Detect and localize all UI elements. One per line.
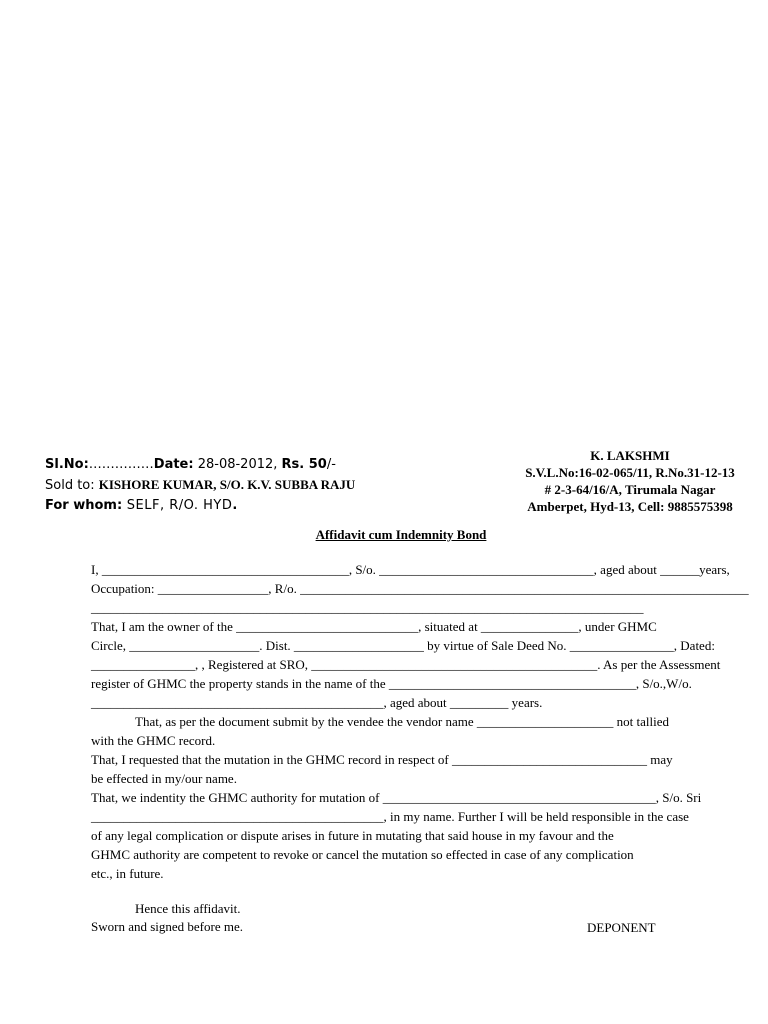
body-line: That, as per the document submit by the vendee the vendor name _____________________ not tallied <box>135 714 669 729</box>
for-whom-label: For whom: <box>45 498 123 513</box>
body-line: I, ______________________________________, S/o. _________________________________, aged about ______years, <box>91 562 730 577</box>
body-line: Circle, ____________________. Dist. ____________________ by virtue of Sale Deed No. ________________, Dated: <box>91 638 715 653</box>
deponent-label: DEPONENT <box>587 920 656 935</box>
paragraph-gap <box>91 883 723 901</box>
sworn-line: Sworn and signed before me. <box>91 919 243 934</box>
body-line: register of GHMC the property stands in the name of the ______________________________________, S/o.,W/o. <box>91 676 692 691</box>
for-whom-end: . <box>232 498 238 513</box>
stamp-value-label: Rs. 50 <box>281 457 327 472</box>
body-line: of any legal complication or dispute arises in future in mutating that said house in my favour and the <box>91 828 614 843</box>
date-label: Date: <box>153 457 194 472</box>
body-line: Occupation: _________________, R/o. _____________________________________________________________________ <box>91 581 749 596</box>
vendor-address-line-2: Amberpet, Hyd-13, Cell: 9885575398 <box>527 499 733 514</box>
closing-line: Hence this affidavit. <box>135 901 241 916</box>
body-line: ________________, , Registered at SRO, ____________________________________________. As per the Assessment <box>91 657 721 672</box>
stamp-details <box>45 455 375 516</box>
sold-to-row <box>45 475 375 496</box>
body-line: with the GHMC record. <box>91 733 216 748</box>
stamp-vendor-block <box>500 447 760 515</box>
serial-date-row <box>45 455 375 475</box>
body-line: That, I requested that the mutation in the GHMC record in respect of ______________________________ may <box>91 752 673 767</box>
vendor-licence: S.V.L.No:16-02-065/11, R.No.31-12-13 <box>525 465 735 480</box>
sold-to-value: KISHORE KUMAR, S/O. K.V. SUBBA RAJU <box>98 477 356 492</box>
for-whom-value: SELF, R/O. HYD <box>122 498 233 513</box>
affidavit-body <box>91 560 749 936</box>
vendor-address-line-1: # 2-3-64/16/A, Tirumala Nagar <box>544 482 716 497</box>
body-line: etc., in future. <box>91 866 164 881</box>
vendor-name: K. LAKSHMI <box>590 448 670 463</box>
body-line: be effected in my/our name. <box>91 771 237 786</box>
body-line: _____________________________________________________________________________________ <box>91 600 644 615</box>
serial-number-label: Sl.No: <box>45 457 89 472</box>
body-line: _____________________________________________, aged about _________ years. <box>91 695 543 710</box>
stamp-value-suffix: /- <box>326 457 336 472</box>
body-line: GHMC authority are competent to revoke or cancel the mutation so effected in case of any complication <box>91 847 634 862</box>
sold-to-label: Sold to: <box>45 478 99 493</box>
date-value: 28-08-2012, <box>193 457 282 472</box>
document-title: Affidavit cum Indemnity Bond <box>315 527 487 542</box>
body-line: That, I am the owner of the ____________________________, situated at _______________, under GHMC <box>91 619 657 634</box>
serial-number-value: …………… <box>88 457 154 472</box>
body-line: That, we indentity the GHMC authority for mutation of __________________________________________, S/o. Sri <box>91 790 702 805</box>
body-line: _____________________________________________, in my name. Further I will be held responsible in the case <box>91 809 689 824</box>
for-whom-row <box>45 496 375 516</box>
